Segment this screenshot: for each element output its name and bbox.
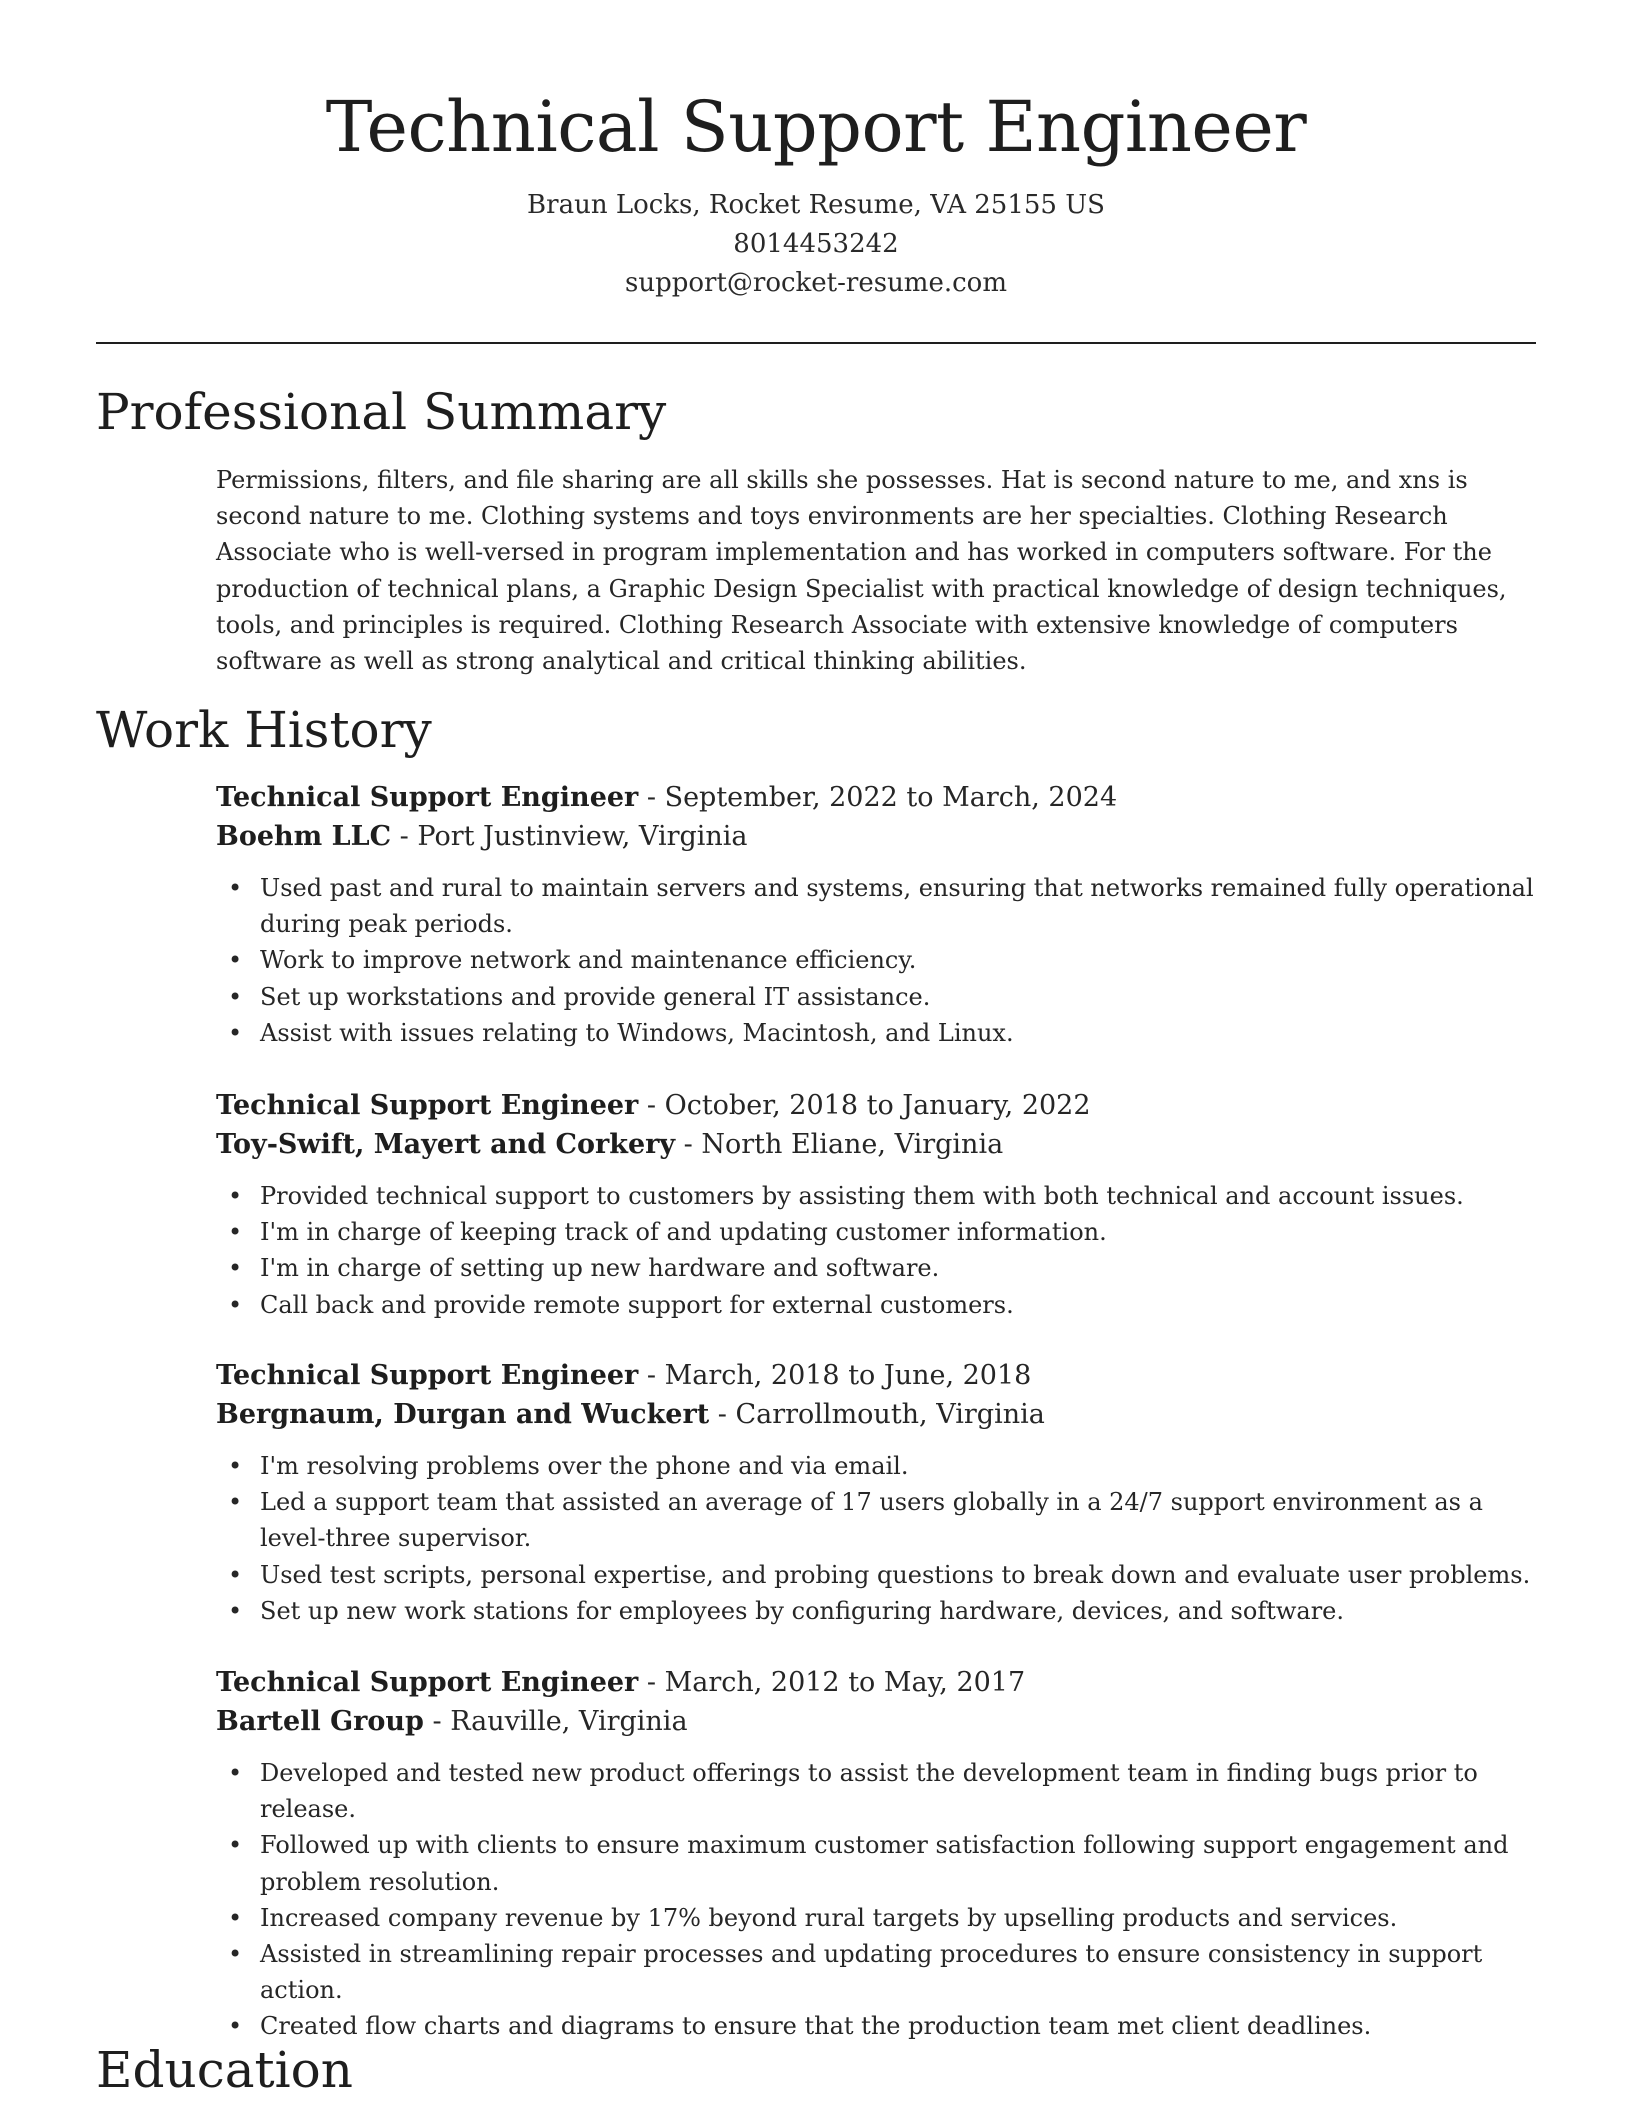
job-entry <box>216 1663 1536 2045</box>
job-bullets <box>216 1755 1536 2045</box>
job-bullet: • Work to improve network and maintenance efficiency. <box>216 942 1536 978</box>
job-bullet: • I'm in charge of setting up new hardware and software. <box>216 1250 1536 1286</box>
summary-heading: Professional Summary <box>96 383 667 441</box>
job-entry <box>216 1356 1536 1629</box>
job-title-line <box>216 1086 1536 1125</box>
job-title-line <box>216 778 1536 817</box>
work-history-heading: Work History <box>96 701 432 759</box>
job-title-line <box>216 1663 1536 1702</box>
resume-header <box>0 84 1632 303</box>
job-title: Technical Support Engineer <box>216 782 639 813</box>
summary-text: Permissions, filters, and file sharing are all skills she possesses. Hat is second nature to me, and xns is second nature to me. Clothing systems and toys environments are her specialties. Clothing Research Associate who is well-versed in program implementation and has worked in computers software. For the production of technical plans, a Graphic Design Specialist with practical knowledge of design techniques, tools, and principles is required. Clothing Research Associate with extensive knowledge of computers software as well as strong analytical and critical thinking abilities. <box>216 466 1507 676</box>
job-company: Boehm LLC <box>216 821 392 852</box>
job-bullet: • Led a support team that assisted an average of 17 users globally in a 24/7 support environment as a level-three supervisor. <box>216 1484 1536 1556</box>
job-company: Bartell Group <box>216 1706 424 1737</box>
job-company-line <box>216 1702 1536 1741</box>
job-bullet: • Call back and provide remote support for external customers. <box>216 1287 1536 1323</box>
job-company-line <box>216 817 1536 856</box>
job-company: Bergnaum, Durgan and Wuckert <box>216 1399 710 1430</box>
job-location: - Rauville, Virginia <box>423 1706 688 1737</box>
job-dates: - September, 2022 to March, 2024 <box>638 782 1118 813</box>
job-entry <box>216 1086 1536 1323</box>
job-bullet: • Provided technical support to customers by assisting them with both technical and account issues. <box>216 1178 1536 1214</box>
address-text: Braun Locks, Rocket Resume, VA 25155 US <box>527 190 1105 220</box>
contact-info <box>0 186 1632 303</box>
job-bullet: • Assist with issues relating to Windows, Macintosh, and Linux. <box>216 1015 1536 1051</box>
job-bullet: • Used test scripts, personal expertise, and probing questions to break down and evaluate user problems. <box>216 1557 1536 1593</box>
job-company: Toy-Swift, Mayert and Corkery <box>216 1129 676 1160</box>
phone-text: 8014453242 <box>733 229 899 259</box>
job-dates: - March, 2012 to May, 2017 <box>638 1667 1026 1698</box>
job-company-line <box>216 1125 1536 1164</box>
job-bullet: • Followed up with clients to ensure maximum customer satisfaction following support engagement and problem resolution. <box>216 1827 1536 1899</box>
job-dates: - October, 2018 to January, 2022 <box>638 1090 1091 1121</box>
job-location: - Port Justinview, Virginia <box>391 821 748 852</box>
resume-title: Technical Support Engineer <box>325 86 1307 168</box>
job-title-line <box>216 1356 1536 1395</box>
email-text: support@rocket-resume.com <box>624 268 1007 298</box>
job-bullet: • Assisted in streamlining repair processes and updating procedures to ensure consistency in support action. <box>216 1936 1536 2008</box>
job-bullet: • I'm resolving problems over the phone and via email. <box>216 1448 1536 1484</box>
job-bullet: • Set up workstations and provide general IT assistance. <box>216 979 1536 1015</box>
job-entry <box>216 778 1536 1051</box>
job-dates: - March, 2018 to June, 2018 <box>638 1360 1032 1391</box>
job-location: - Carrollmouth, Virginia <box>709 1399 1045 1430</box>
job-bullets <box>216 870 1536 1051</box>
job-bullet: • I'm in charge of keeping track of and updating customer information. <box>216 1214 1536 1250</box>
job-bullets <box>216 1448 1536 1629</box>
header-divider <box>96 342 1536 344</box>
job-title: Technical Support Engineer <box>216 1667 639 1698</box>
job-bullet: • Increased company revenue by 17% beyond rural targets by upselling products and services. <box>216 1900 1536 1936</box>
education-heading: Education <box>96 2041 353 2099</box>
job-company-line <box>216 1395 1536 1434</box>
job-bullets <box>216 1178 1536 1323</box>
job-bullet: • Created flow charts and diagrams to ensure that the production team met client deadlines. <box>216 2008 1536 2044</box>
job-title: Technical Support Engineer <box>216 1360 639 1391</box>
job-bullet: • Developed and tested new product offerings to assist the development team in finding bugs prior to release. <box>216 1755 1536 1827</box>
job-title: Technical Support Engineer <box>216 1090 639 1121</box>
job-bullet: • Used past and rural to maintain servers and systems, ensuring that networks remained fully operational during peak periods. <box>216 870 1536 942</box>
job-bullet: • Set up new work stations for employees by configuring hardware, devices, and software. <box>216 1593 1536 1629</box>
job-location: - North Eliane, Virginia <box>675 1129 1004 1160</box>
